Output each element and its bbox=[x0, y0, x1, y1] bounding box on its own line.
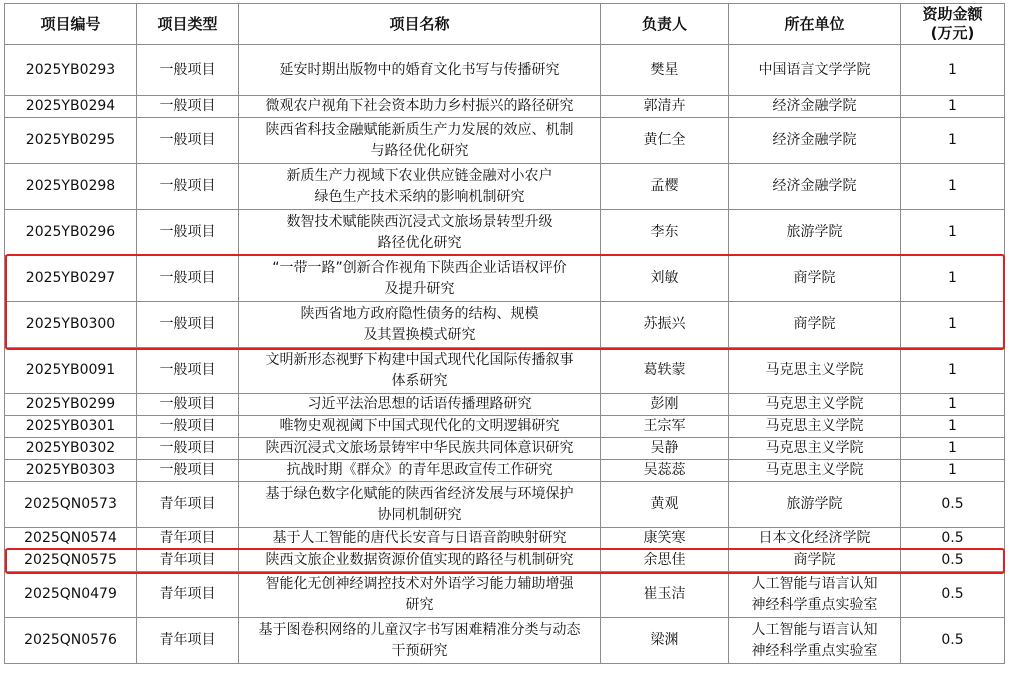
table-row bbox=[5, 416, 1005, 438]
header-project-type: 项目类型 bbox=[137, 4, 239, 45]
cell-funding: 1 bbox=[901, 438, 1005, 460]
cell-project-name: 陕西省科技金融赋能新质生产力发展的效应、机制 与路径优化研究 bbox=[239, 118, 601, 164]
header-funding: 资助金额 (万元) bbox=[901, 4, 1005, 45]
cell-project-name: 文明新形态视野下构建中国式现代化国际传播叙事 体系研究 bbox=[239, 348, 601, 394]
cell-funding: 0.5 bbox=[901, 482, 1005, 528]
cell-project-type: 一般项目 bbox=[137, 256, 239, 302]
cell-leader: 孟樱 bbox=[601, 164, 729, 210]
cell-project-id: 2025QN0573 bbox=[5, 482, 137, 528]
cell-leader: 吴静 bbox=[601, 438, 729, 460]
cell-funding: 1 bbox=[901, 302, 1005, 348]
table-row bbox=[5, 302, 1005, 348]
cell-project-name: 微观农户视角下社会资本助力乡村振兴的路径研究 bbox=[239, 96, 601, 118]
table-row bbox=[5, 164, 1005, 210]
cell-project-name: 智能化无创神经调控技术对外语学习能力辅助增强 研究 bbox=[239, 572, 601, 618]
header-project-name: 项目名称 bbox=[239, 4, 601, 45]
table-row bbox=[5, 550, 1005, 572]
cell-unit: 商学院 bbox=[729, 302, 901, 348]
cell-unit: 旅游学院 bbox=[729, 482, 901, 528]
cell-project-id: 2025YB0301 bbox=[5, 416, 137, 438]
table-row bbox=[5, 45, 1005, 96]
cell-unit: 人工智能与语言认知 神经科学重点实验室 bbox=[729, 618, 901, 664]
cell-project-name: 抗战时期《群众》的青年思政宣传工作研究 bbox=[239, 460, 601, 482]
header-leader: 负责人 bbox=[601, 4, 729, 45]
cell-funding: 0.5 bbox=[901, 550, 1005, 572]
cell-project-type: 青年项目 bbox=[137, 618, 239, 664]
cell-unit: 商学院 bbox=[729, 256, 901, 302]
table-row bbox=[5, 482, 1005, 528]
cell-project-id: 2025QN0575 bbox=[5, 550, 137, 572]
cell-project-name: 唯物史观视阈下中国式现代化的文明逻辑研究 bbox=[239, 416, 601, 438]
table-row bbox=[5, 118, 1005, 164]
cell-unit: 经济金融学院 bbox=[729, 118, 901, 164]
cell-unit: 经济金融学院 bbox=[729, 164, 901, 210]
cell-project-name: 基于绿色数字化赋能的陕西省经济发展与环境保护 协同机制研究 bbox=[239, 482, 601, 528]
header-project-id: 项目编号 bbox=[5, 4, 137, 45]
cell-project-id: 2025QN0576 bbox=[5, 618, 137, 664]
cell-funding: 1 bbox=[901, 348, 1005, 394]
project-table bbox=[4, 3, 1005, 664]
cell-leader: 王宗军 bbox=[601, 416, 729, 438]
cell-leader: 吴蕊蕊 bbox=[601, 460, 729, 482]
cell-funding: 1 bbox=[901, 45, 1005, 96]
cell-leader: 樊星 bbox=[601, 45, 729, 96]
cell-project-type: 一般项目 bbox=[137, 438, 239, 460]
cell-project-type: 青年项目 bbox=[137, 572, 239, 618]
cell-leader: 崔玉洁 bbox=[601, 572, 729, 618]
cell-leader: 彭刚 bbox=[601, 394, 729, 416]
cell-leader: 李东 bbox=[601, 210, 729, 256]
cell-project-type: 青年项目 bbox=[137, 550, 239, 572]
cell-unit: 经济金融学院 bbox=[729, 96, 901, 118]
cell-unit: 中国语言文学学院 bbox=[729, 45, 901, 96]
cell-project-type: 一般项目 bbox=[137, 210, 239, 256]
cell-project-type: 一般项目 bbox=[137, 416, 239, 438]
cell-leader: 葛轶蒙 bbox=[601, 348, 729, 394]
cell-project-type: 一般项目 bbox=[137, 460, 239, 482]
cell-funding: 1 bbox=[901, 210, 1005, 256]
cell-project-name: “一带一路”创新合作视角下陕西企业话语权评价 及提升研究 bbox=[239, 256, 601, 302]
cell-project-id: 2025YB0299 bbox=[5, 394, 137, 416]
header-unit: 所在单位 bbox=[729, 4, 901, 45]
header-row bbox=[5, 4, 1005, 45]
cell-project-id: 2025YB0294 bbox=[5, 96, 137, 118]
cell-leader: 余思佳 bbox=[601, 550, 729, 572]
cell-project-name: 延安时期出版物中的婚育文化书写与传播研究 bbox=[239, 45, 601, 96]
cell-project-id: 2025YB0091 bbox=[5, 348, 137, 394]
cell-project-name: 陕西沉浸式文旅场景铸牢中华民族共同体意识研究 bbox=[239, 438, 601, 460]
cell-project-type: 一般项目 bbox=[137, 45, 239, 96]
table-row bbox=[5, 438, 1005, 460]
cell-project-type: 一般项目 bbox=[137, 164, 239, 210]
cell-unit: 旅游学院 bbox=[729, 210, 901, 256]
cell-project-name: 陕西文旅企业数据资源价值实现的路径与机制研究 bbox=[239, 550, 601, 572]
cell-unit: 马克思主义学院 bbox=[729, 438, 901, 460]
cell-project-id: 2025QN0574 bbox=[5, 528, 137, 550]
cell-funding: 1 bbox=[901, 460, 1005, 482]
cell-project-name: 习近平法治思想的话语传播理路研究 bbox=[239, 394, 601, 416]
cell-funding: 1 bbox=[901, 118, 1005, 164]
cell-leader: 苏振兴 bbox=[601, 302, 729, 348]
cell-project-name: 基于人工智能的唐代长安音与日语音韵映射研究 bbox=[239, 528, 601, 550]
cell-project-type: 一般项目 bbox=[137, 394, 239, 416]
cell-funding: 0.5 bbox=[901, 618, 1005, 664]
cell-unit: 马克思主义学院 bbox=[729, 348, 901, 394]
cell-project-id: 2025YB0303 bbox=[5, 460, 137, 482]
table-row bbox=[5, 572, 1005, 618]
cell-project-id: 2025QN0479 bbox=[5, 572, 137, 618]
cell-project-type: 青年项目 bbox=[137, 482, 239, 528]
cell-project-id: 2025YB0298 bbox=[5, 164, 137, 210]
cell-unit: 马克思主义学院 bbox=[729, 460, 901, 482]
cell-project-type: 一般项目 bbox=[137, 348, 239, 394]
cell-project-name: 数智技术赋能陕西沉浸式文旅场景转型升级 路径优化研究 bbox=[239, 210, 601, 256]
cell-unit: 马克思主义学院 bbox=[729, 394, 901, 416]
cell-project-id: 2025YB0302 bbox=[5, 438, 137, 460]
cell-leader: 黄观 bbox=[601, 482, 729, 528]
cell-project-id: 2025YB0296 bbox=[5, 210, 137, 256]
cell-funding: 1 bbox=[901, 394, 1005, 416]
cell-funding: 1 bbox=[901, 164, 1005, 210]
cell-unit: 日本文化经济学院 bbox=[729, 528, 901, 550]
table-row bbox=[5, 460, 1005, 482]
cell-project-type: 青年项目 bbox=[137, 528, 239, 550]
cell-leader: 郭清卉 bbox=[601, 96, 729, 118]
cell-funding: 1 bbox=[901, 256, 1005, 302]
cell-project-name: 基于图卷积网络的儿童汉字书写困难精准分类与动态 干预研究 bbox=[239, 618, 601, 664]
cell-unit: 马克思主义学院 bbox=[729, 416, 901, 438]
cell-project-type: 一般项目 bbox=[137, 302, 239, 348]
cell-project-name: 陕西省地方政府隐性债务的结构、规模 及其置换模式研究 bbox=[239, 302, 601, 348]
table-row bbox=[5, 256, 1005, 302]
cell-funding: 1 bbox=[901, 96, 1005, 118]
table-row bbox=[5, 528, 1005, 550]
table-row bbox=[5, 618, 1005, 664]
cell-unit: 商学院 bbox=[729, 550, 901, 572]
cell-funding: 0.5 bbox=[901, 528, 1005, 550]
cell-funding: 1 bbox=[901, 416, 1005, 438]
table-row bbox=[5, 348, 1005, 394]
cell-leader: 梁渊 bbox=[601, 618, 729, 664]
cell-project-name: 新质生产力视域下农业供应链金融对小农户 绿色生产技术采纳的影响机制研究 bbox=[239, 164, 601, 210]
table-row bbox=[5, 394, 1005, 416]
cell-project-type: 一般项目 bbox=[137, 118, 239, 164]
cell-project-id: 2025YB0293 bbox=[5, 45, 137, 96]
cell-project-type: 一般项目 bbox=[137, 96, 239, 118]
cell-unit: 人工智能与语言认知 神经科学重点实验室 bbox=[729, 572, 901, 618]
cell-leader: 黄仁全 bbox=[601, 118, 729, 164]
cell-funding: 0.5 bbox=[901, 572, 1005, 618]
table-row bbox=[5, 96, 1005, 118]
cell-project-id: 2025YB0297 bbox=[5, 256, 137, 302]
cell-leader: 康笑寒 bbox=[601, 528, 729, 550]
cell-leader: 刘敏 bbox=[601, 256, 729, 302]
table-row bbox=[5, 210, 1005, 256]
cell-project-id: 2025YB0300 bbox=[5, 302, 137, 348]
cell-project-id: 2025YB0295 bbox=[5, 118, 137, 164]
